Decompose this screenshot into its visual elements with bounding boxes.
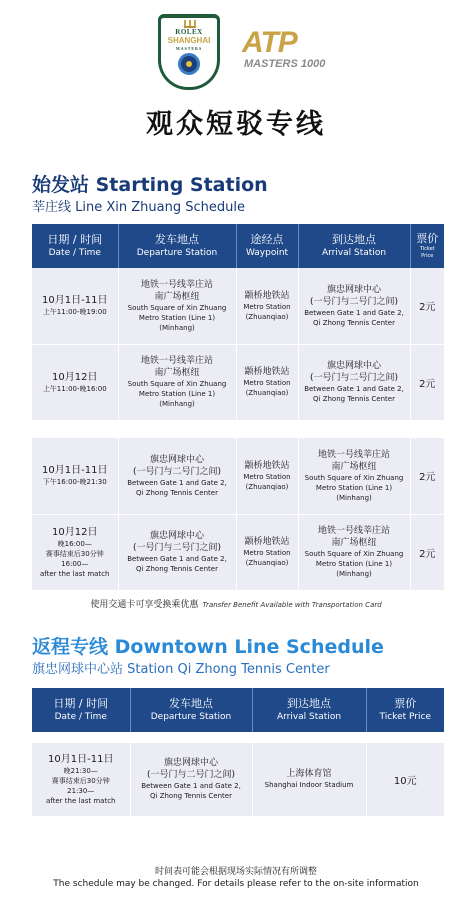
cell-waypoint: 颛桥地铁站 Metro Station (Zhuanqiao) xyxy=(236,514,298,590)
cell-date: 10月12日 晚16:00— 赛事结束后30分钟 16:00— after the last match xyxy=(32,514,118,590)
cell-arrival: 地铁一号线莘庄站 南广场枢纽 South Square of Xin Zhuang Metro Station (Line 1) (Minhang) xyxy=(298,438,410,514)
transfer-note-zh: 使用交通卡可享受换乘优惠 xyxy=(90,600,199,610)
cell-price: 2元 xyxy=(410,438,444,514)
magnolia-icon xyxy=(178,53,200,75)
cell-price: 10元 xyxy=(366,742,444,816)
cell-arrival: 地铁一号线莘庄站 南广场枢纽 South Square of Xin Zhuang Metro Station (Line 1) (Minhang) xyxy=(298,514,410,590)
cell-waypoint: 颛桥地铁站 Metro Station (Zhuanqiao) xyxy=(236,344,298,420)
logo-shanghai-text: SHANGHAI xyxy=(167,36,211,45)
starting-station-title: 始发站 Starting Station xyxy=(32,174,268,196)
header-waypoint: 途经点 Waypoint xyxy=(236,224,298,268)
table-header-row xyxy=(32,224,444,268)
footer-note-zh: 时间表可能会根据现场实际情况有所调整 xyxy=(154,867,317,877)
cell-price: 2元 xyxy=(410,344,444,420)
cell-departure: 旗忠网球中心 (一号门与二号门之间) Between Gate 1 and Gate 2, Qi Zhong Tennis Center xyxy=(118,514,236,590)
schedule-table-to-court xyxy=(32,224,444,421)
header-departure: 发车地点 Departure Station xyxy=(130,688,252,732)
atp-masters-1000-logo xyxy=(242,28,332,82)
schedule-table-downtown xyxy=(32,688,444,817)
cell-departure: 旗忠网球中心 (一号门与二号门之间) Between Gate 1 and Gate 2, Qi Zhong Tennis Center xyxy=(118,438,236,514)
header-departure: 发车地点 Departure Station xyxy=(118,224,236,268)
logo-rolex-text: ROLEX xyxy=(175,28,203,36)
rolex-shanghai-masters-logo xyxy=(158,14,220,90)
header-date: 日期 / 时间 Date / Time xyxy=(32,688,130,732)
cell-arrival: 旗忠网球中心 (一号门与二号门之间) Between Gate 1 and Gate 2, Qi Zhong Tennis Center xyxy=(298,268,410,344)
downtown-line-subtitle: 旗忠网球中心站 Station Qi Zhong Tennis Center xyxy=(32,662,330,677)
logo-masters-text: MASTERS xyxy=(175,46,203,51)
transfer-note-en: Transfer Benefit Available with Transportation Card xyxy=(202,601,382,609)
header-date: 日期 / 时间 Date / Time xyxy=(32,224,118,268)
logo-bar xyxy=(0,14,472,92)
cell-price: 2元 xyxy=(410,268,444,344)
cell-departure: 地铁一号线莘庄站 南广场枢纽 South Square of Xin Zhuang Metro Station (Line 1) (Minhang) xyxy=(118,268,236,344)
transfer-note xyxy=(0,597,472,610)
cell-departure: 旗忠网球中心 (一号门与二号门之间) Between Gate 1 and Gate 2, Qi Zhong Tennis Center xyxy=(130,742,252,816)
cell-departure: 地铁一号线莘庄站 南广场枢纽 South Square of Xin Zhuang Metro Station (Line 1) (Minhang) xyxy=(118,344,236,420)
cell-arrival: 上海体育馆 Shanghai Indoor Stadium xyxy=(252,742,366,816)
cell-arrival: 旗忠网球中心 (一号门与二号门之间) Between Gate 1 and Gate 2, Qi Zhong Tennis Center xyxy=(298,344,410,420)
footer-note xyxy=(0,866,472,890)
table-row xyxy=(32,438,444,514)
schedule-table-from-court xyxy=(32,438,444,591)
table-row xyxy=(32,742,444,816)
page-title: 观众短驳专线 xyxy=(146,109,326,140)
table-row xyxy=(32,514,444,590)
cell-date: 10月1日-11日 上午11:00-晚19:00 xyxy=(32,268,118,344)
cell-price: 2元 xyxy=(410,514,444,590)
cell-date: 10月1日-11日 下午16:00-晚21:30 xyxy=(32,438,118,514)
atp-logo-text: ATP xyxy=(242,26,297,59)
downtown-line-title: 返程专线 Downtown Line Schedule xyxy=(32,636,384,658)
table-row xyxy=(32,344,444,420)
table-header-row xyxy=(32,688,444,732)
footer-note-en: The schedule may be changed. For details please refer to the on-site information xyxy=(53,879,419,889)
table-row xyxy=(32,268,444,344)
header-arrival: 到达地点 Arrival Station xyxy=(298,224,410,268)
header-price: 票价 Ticket Price xyxy=(366,688,444,732)
atp-logo-sub: MASTERS 1000 xyxy=(244,58,326,70)
header-arrival: 到达地点 Arrival Station xyxy=(252,688,366,732)
cell-waypoint: 颛桥地铁站 Metro Station (Zhuanqiao) xyxy=(236,268,298,344)
cell-date: 10月1日-11日 晚21:30— 赛事结束后30分钟 21:30— after the last match xyxy=(32,742,130,816)
cell-date: 10月12日 上午11:00-晚16:00 xyxy=(32,344,118,420)
cell-waypoint: 颛桥地铁站 Metro Station (Zhuanqiao) xyxy=(236,438,298,514)
crown-icon xyxy=(184,20,196,28)
starting-station-subtitle: 莘庄线 Line Xin Zhuang Schedule xyxy=(32,200,245,215)
header-price: 票价 Ticket Price xyxy=(410,224,444,268)
spacer-row xyxy=(32,732,444,742)
